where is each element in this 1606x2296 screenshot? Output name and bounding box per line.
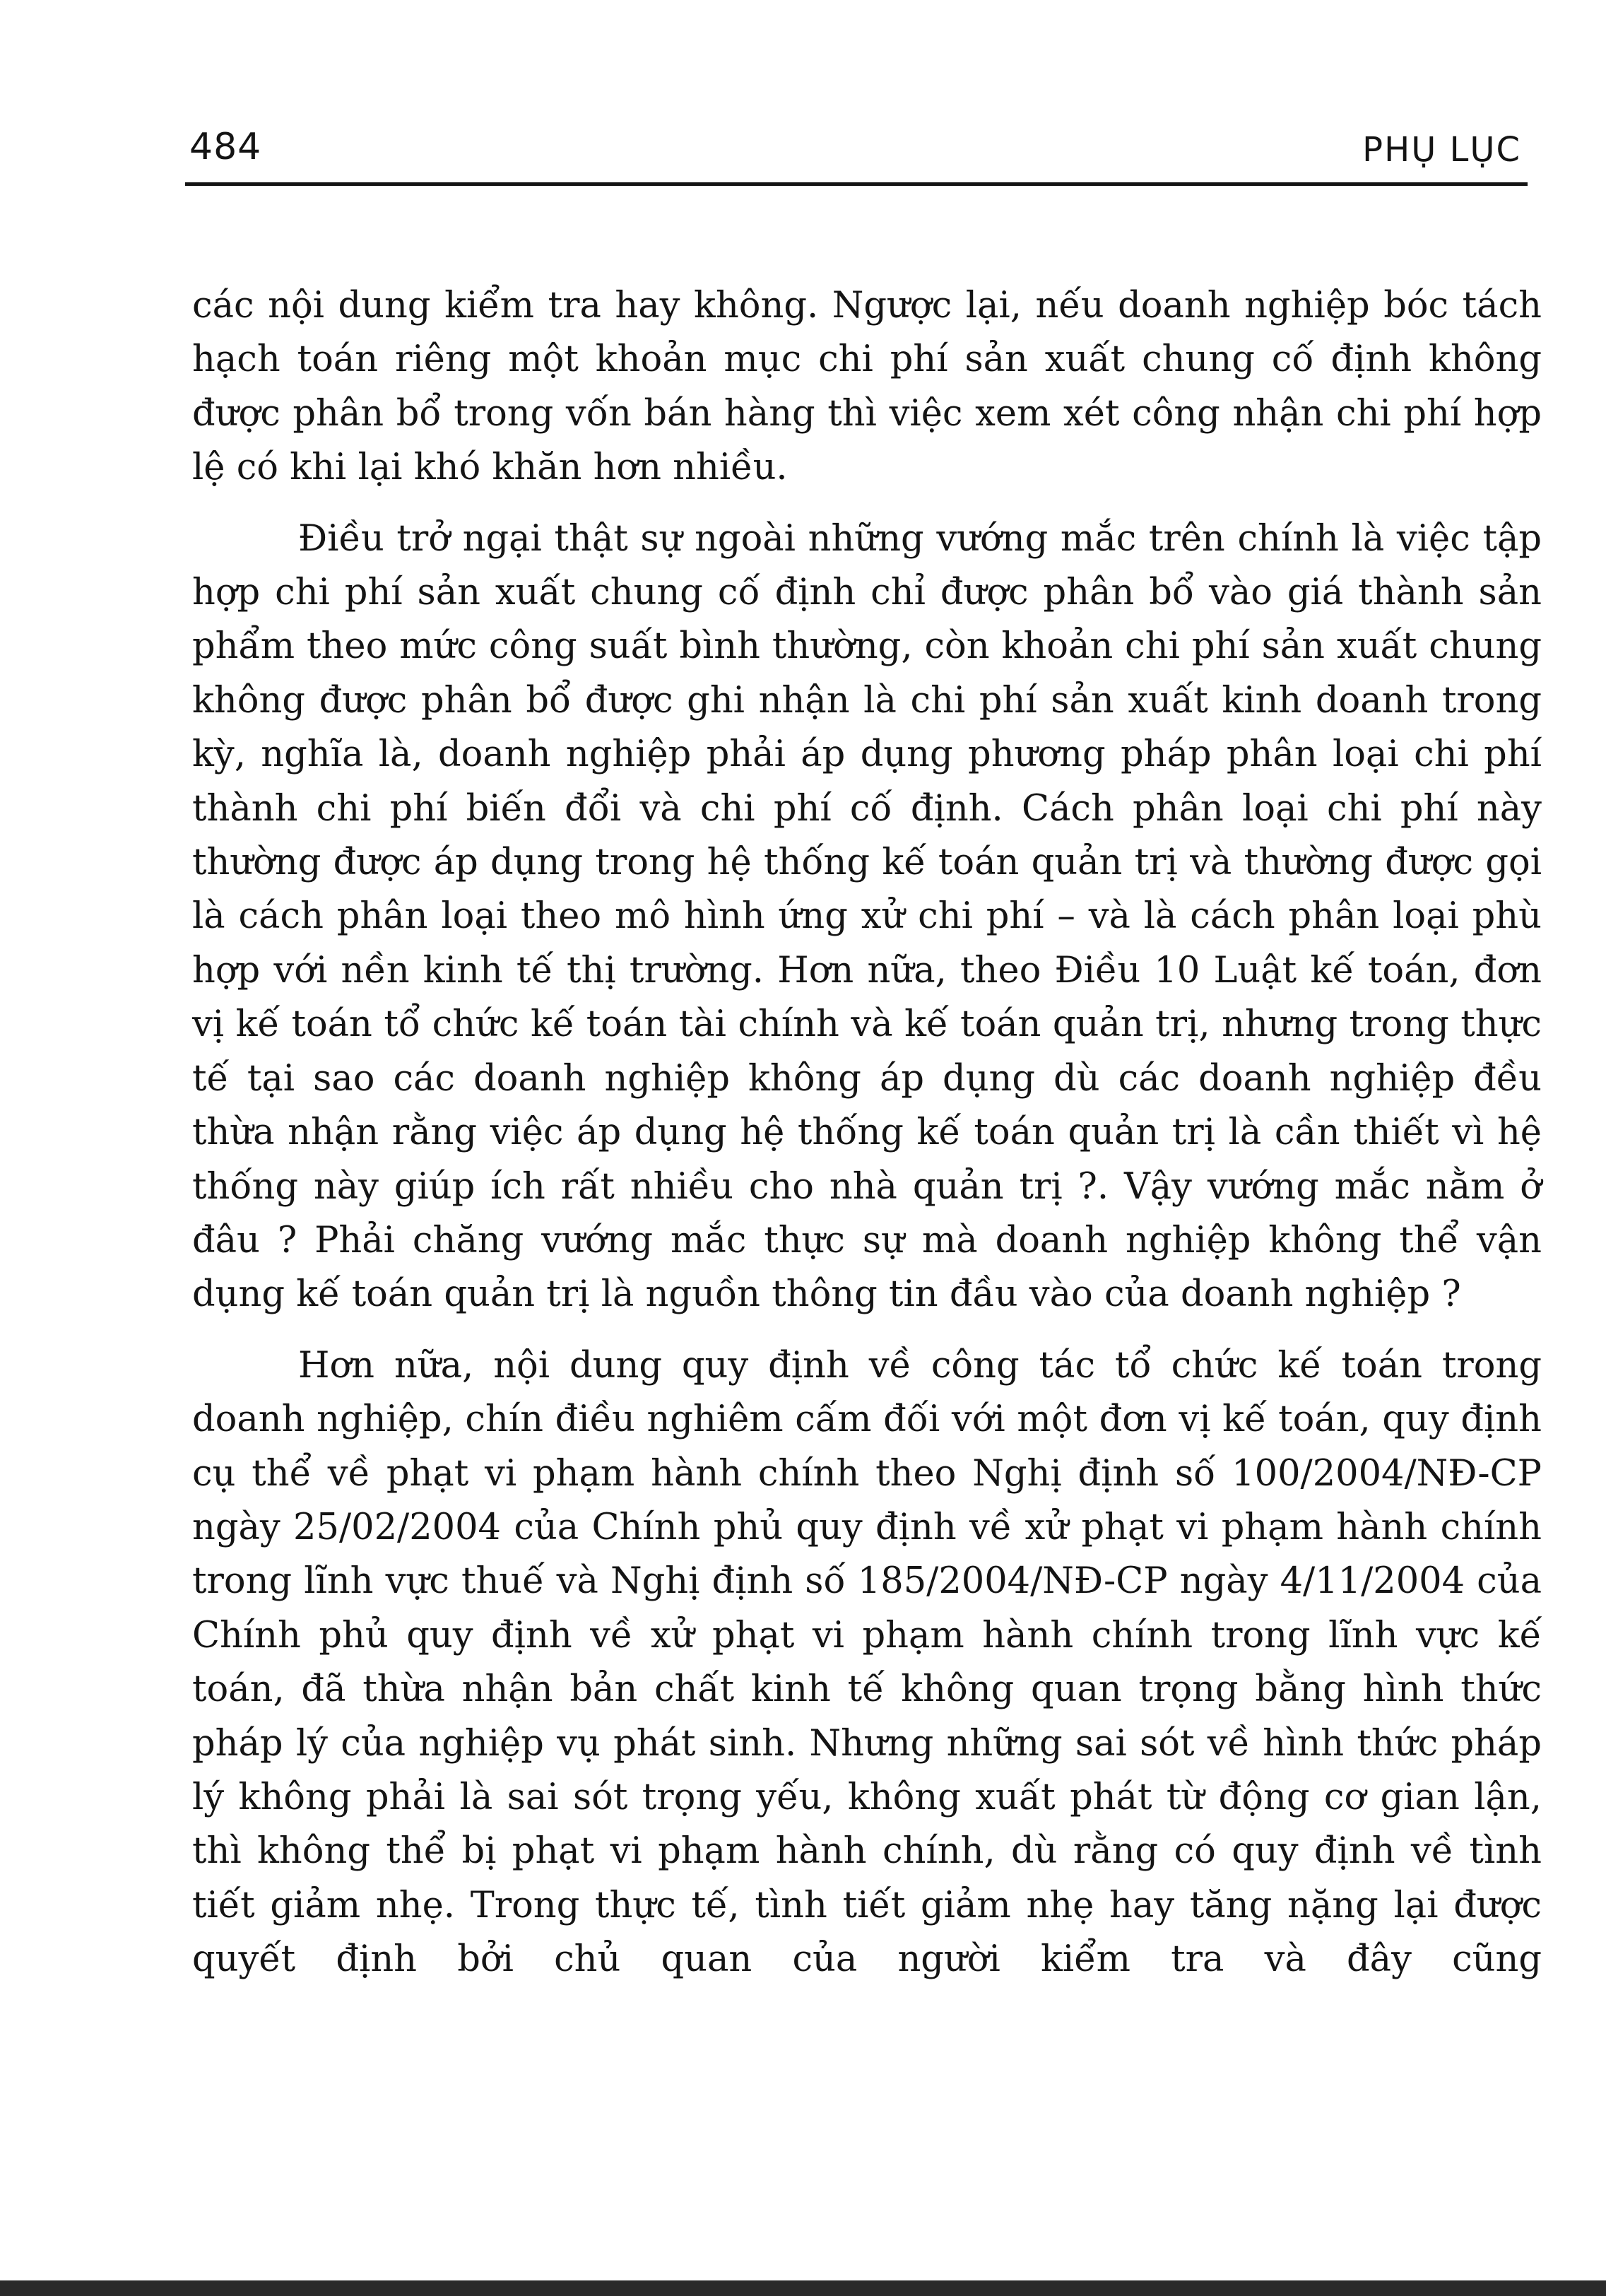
page-number: 484 (189, 126, 262, 168)
running-title: PHỤ LỤC (1362, 130, 1521, 170)
header-divider (185, 182, 1528, 186)
body-text (192, 279, 1542, 1987)
paragraph-regulations: Hơn nữa, nội dung quy định về công tác tổ chức kế toán trong doanh nghiệp, chín điều nghiêm cấm đối với một đơn vị kế toán, quy định cụ thể về phạt vi phạm hành chính theo Nghị định số 100/2004/NĐ-CP ngày 25/02/2004 của Chính phủ quy định về xử phạt vi phạm hành chính trong lĩnh vực thuế và Nghị định số 185/2004/NĐ-CP ngày 4/11/2004 của Chính phủ quy định về xử phạt vi phạm hành chính trong lĩnh vực kế toán, đã thừa nhận bản chất kinh tế không quan trọng bằng hình thức pháp lý của nghiệp vụ phát sinh. Nhưng những sai sót về hình thức pháp lý không phải là sai sót trọng yếu, không xuất phát từ động cơ gian lận, thì không thể bị phạt vi phạm hành chính, dù rằng có quy định về tình tiết giảm nhẹ. Trong thực tế, tình tiết giảm nhẹ hay tăng nặng lại được quyết định bởi chủ quan của người kiểm tra và đây cũng (192, 1344, 1542, 1981)
paragraph-obstacle: Điều trở ngại thật sự ngoài những vướng mắc trên chính là việc tập hợp chi phí sản xuất chung cố định chỉ được phân bổ vào giá thành sản phẩm theo mức công suất bình thường, còn khoản chi phí sản xuất chung không được phân bổ được ghi nhận là chi phí sản xuất kinh doanh trong kỳ, nghĩa là, doanh nghiệp phải áp dụng phương pháp phân loại chi phí thành chi phí biến đổi và chi phí cố định. Cách phân loại chi phí này thường được áp dụng trong hệ thống kế toán quản trị và thường được gọi là cách phân loại theo mô hình ứng xử chi phí – và là cách phân loại phù hợp với nền kinh tế thị trường. Hơn nữa, theo Điều 10 Luật kế toán, đơn vị kế toán tổ chức kế toán tài chính và kế toán quản trị, nhưng trong thực tế tại sao các doanh nghiệp không áp dụng dù các doanh nghiệp đều thừa nhận rằng việc áp dụng hệ thống kế toán quản trị là cần thiết vì hệ thống này giúp ích rất nhiều cho nhà quản trị ?. Vậy vướng mắc nằm ở đâu ? Phải chăng vướng mắc thực sự mà doanh nghiệp không thể vận dụng kế toán quản trị là nguồn thông tin đầu vào của doanh nghiệp ? (192, 517, 1542, 1316)
scan-bottom-border (0, 2280, 1606, 2296)
paragraph-continuation: các nội dung kiểm tra hay không. Ngược lại, nếu doanh nghiệp bóc tách hạch toán riêng một khoản mục chi phí sản xuất chung cố định không được phân bổ trong vốn bán hàng thì việc xem xét công nhận chi phí hợp lệ có khi lại khó khăn hơn nhiều. (192, 285, 1542, 489)
